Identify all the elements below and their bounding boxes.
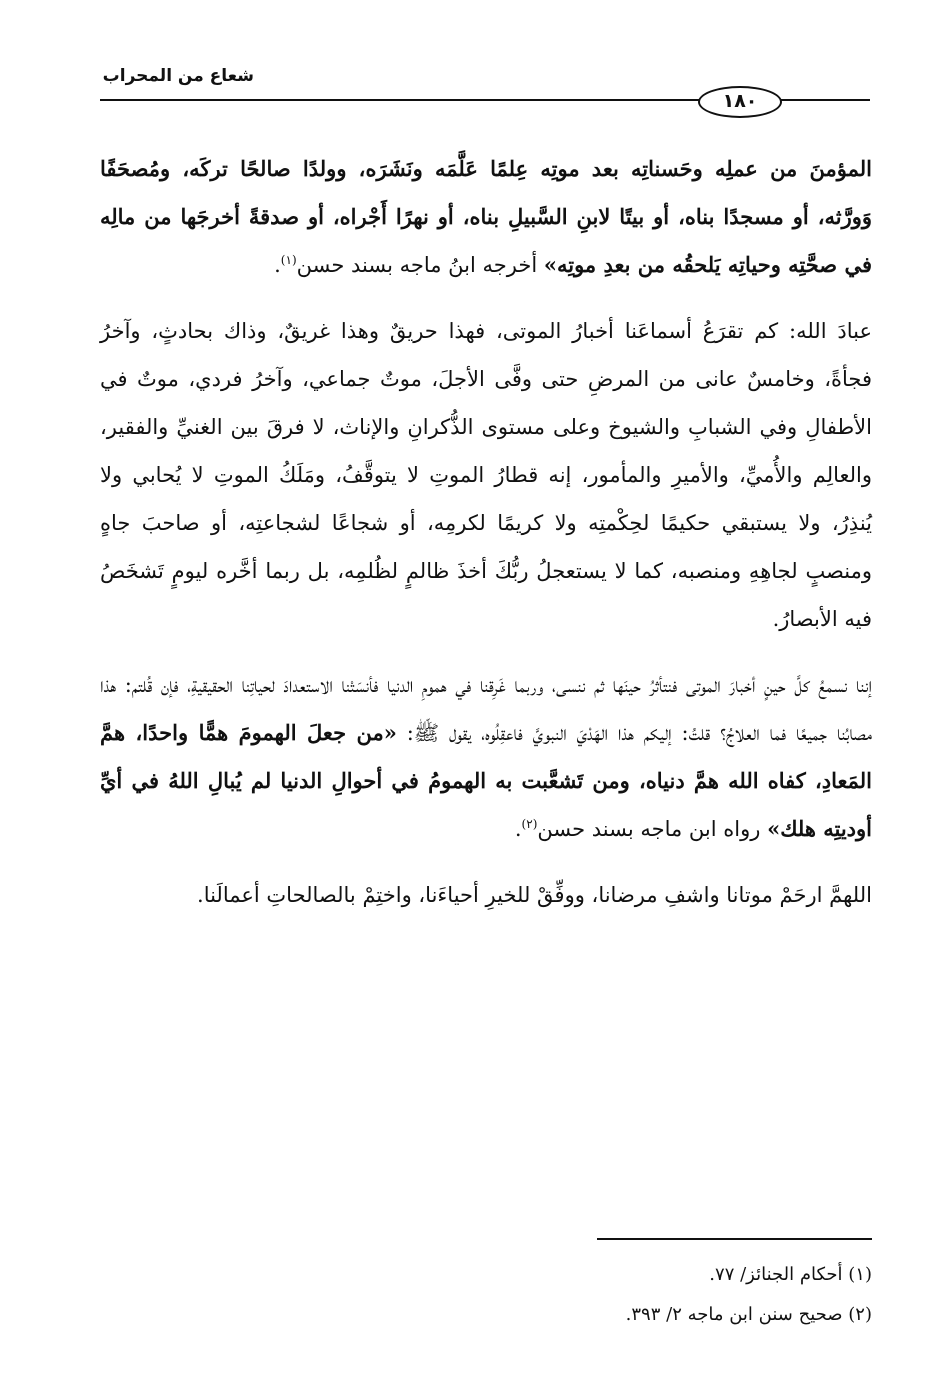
sentence-end: . [274,253,281,277]
paragraph-text: عبادَ الله: كم تقرَعُ أسماعَنا أخبارُ الموتى، فهذا حريقٌ وهذا غريقٌ، وذاك بحادثٍ، وآخرُ فجأةً، وخامسٌ عانى من المرضِ حتى وفَّى الأجلَ، موتٌ جماعي، وآخرُ فردي، موتٌ في الأطفالِ وفي الشبابِ والشيوخ وعلى مستوى الذُّكرانِ والإناث، لا فرقَ بين الغنيِّ والفقير، والعالِم والأُميِّ، والأميرِ والمأمور، إنه قطارُ الموتِ لا يتوقَّفُ، ومَلَكُ الموتِ لا يُحابي ولا يُنذِرُ، ولا يستبقي حكيمًا لحِكْمتِه ولا كريمًا لكرمِه، أو شجاعًا لشجاعتِه، أو صاحبَ جاهٍ ومنصبٍ لجاهِهِ ومنصبه، كما لا يستعجلُ ربُّكَ أخذَ ظالمٍ لظُلمِه، بل ربما أخَّره ليومٍ تَشخَصُ فيه الأبصارُ. [100,319,872,631]
book-title: شعاع من المحراب [102,66,254,86]
sentence-end: . [514,817,522,841]
footnote-rule [597,1238,872,1240]
citation-text: أخرجه ابنُ ماجه بسند حسن [296,253,544,277]
paragraph-3 [100,661,872,853]
footnotes [100,1255,872,1335]
hadith-text: المؤمنَ من عملِه وحَسناتِه بعد موتِه عِلمًا عَلَّمَه ونَشَرَه، وولدًا صالحًا تركَه، ومُصحَفًا وَورَّثه، أو مسجدًا بناه، أو بيتًا لابنِ السَّبيلِ بناه، أو نهرًا أَجْراه، أو صدقةً أخرجَها من مالِه في صحَّتِه وحياتِه يَلحقُه من بعدِ موتِه» [100,156,872,277]
page-number: ١٨٠ [698,86,782,118]
paragraph-1 [100,145,872,289]
paragraph-text: اللهمَّ ارحَمْ موتانا واشفِ مرضانا، ووفِّقْ للخيرِ أحياءَنا، واختِمْ بالصالحاتِ أعمالَنا. [197,883,872,907]
main-text [100,145,872,937]
citation-text: رواه ابن ماجه بسند حسن [537,817,768,841]
footnote-marker-2: (٢) [521,817,538,831]
footnote-2: (٢) صحيح سنن ابن ماجه ٢/ ٣٩٣. [625,1304,872,1325]
footnote-marker-1: (١) [280,253,297,267]
hadith-text: «من جعلَ الهمومَ همًّا واحدًا، همَّ المَعادِ، كفاه الله همَّ دنياه، ومن تَشعَّبت به الهمومُ في أحوالِ الدنيا لم يُبالِ اللهُ في أيِّ أوديتِه هلك» [100,720,872,841]
paragraph-4 [100,871,872,919]
paragraph-2 [100,307,872,643]
footnote-1: (١) أحكام الجنائز/ ٧٧. [709,1264,872,1285]
paragraph-text: إننا نسمعُ كلَّ حينٍ أخبارَ الموتى فنتأثرُ حينَها ثم ننسى، وربما غَرِقنا في همومِ الدنيا فأنسَتْنا الاستعدادَ لحياتِنا الحقيقيةِ، فإن قُلتم: هذا مصابُنا جميعًا فما العلاجُ؟ قلتُ: إليكم هذا الهَدْيَ النبويَّ فاعقِلُوه، يقول ﷺ: [100,673,872,745]
